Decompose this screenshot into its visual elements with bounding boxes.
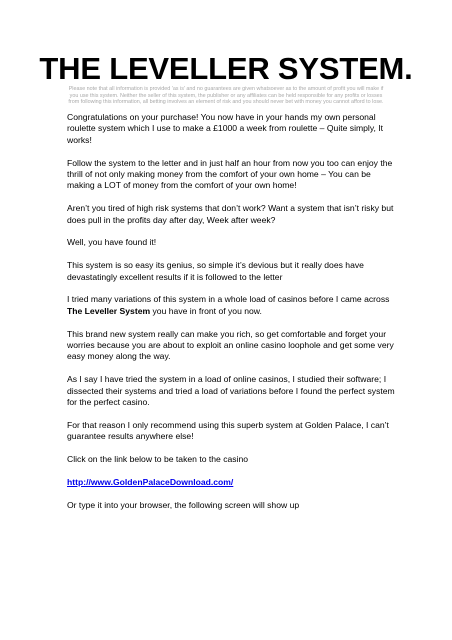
paragraph-type-browser: Or type it into your browser, the following screen will show up: [67, 499, 300, 510]
document-title: THE LEVELLER SYSTEM.: [39, 51, 413, 86]
paragraph-make-rich: This brand new system really can make you rich, so get comfortable and forget your worries because you are about to exploit an online casino loophole and get some very easy money along the way.: [67, 328, 394, 362]
paragraph-variations: [67, 294, 397, 317]
document-body: [67, 112, 397, 522]
paragraph-tried-casinos: As I say I have tried the system in a load of online casinos, I studied their software; I dissected their systems and tried a load of variations before I found the perfect system for the perfect casino.: [67, 374, 395, 408]
paragraph-easy-genius: This system is so easy its genius, so simple it’s devious but it really does have devastatingly excellent results if it is followed to the letter: [67, 260, 364, 282]
disclaimer-text: Please note that all information is provided 'as is' and no guarantees are given whatsoever as to the amount of profit you will make if you use this system. Neither the seller of this system, the publisher or any affiliates can be held responsible for any profits or losses from following this information, all betting involves an element of risk and you should never bet with money you cannot afford to lose.: [68, 86, 384, 106]
casino-link[interactable]: http://www.GoldenPalaceDownload.com/: [67, 476, 234, 487]
variations-text-after: you have in front of you now.: [150, 305, 262, 316]
paragraph-link: [67, 477, 397, 488]
variations-text-before: I tried many variations of this system in a whole load of casinos before I came across: [67, 294, 390, 305]
paragraph-found-it: Well, you have found it!: [67, 237, 157, 248]
paragraph-follow-system: Follow the system to the letter and in just half an hour from now you too can enjoy the thrill of not only making money from the comfort of your own home – You can be making a LOT of money from the comfort of your own home!: [67, 157, 393, 191]
paragraph-high-risk: Aren’t you tired of high risk systems that don’t work? Want a system that isn’t risky but does pull in the profits day after day, Week after week?: [67, 203, 394, 225]
paragraph-congratulations: Congratulations on your purchase! You now have in your hands my own personal roulette system which I use to make a £1000 a week from roulette – Quite simply, It works!: [67, 112, 384, 145]
system-name-bold: The Leveller System: [67, 305, 151, 316]
paragraph-recommend: For that reason I only recommend using this superb system at Golden Palace, I can’t guarantee results anywhere else!: [67, 419, 389, 442]
paragraph-click-link: Click on the link below to be taken to the casino: [67, 454, 249, 465]
